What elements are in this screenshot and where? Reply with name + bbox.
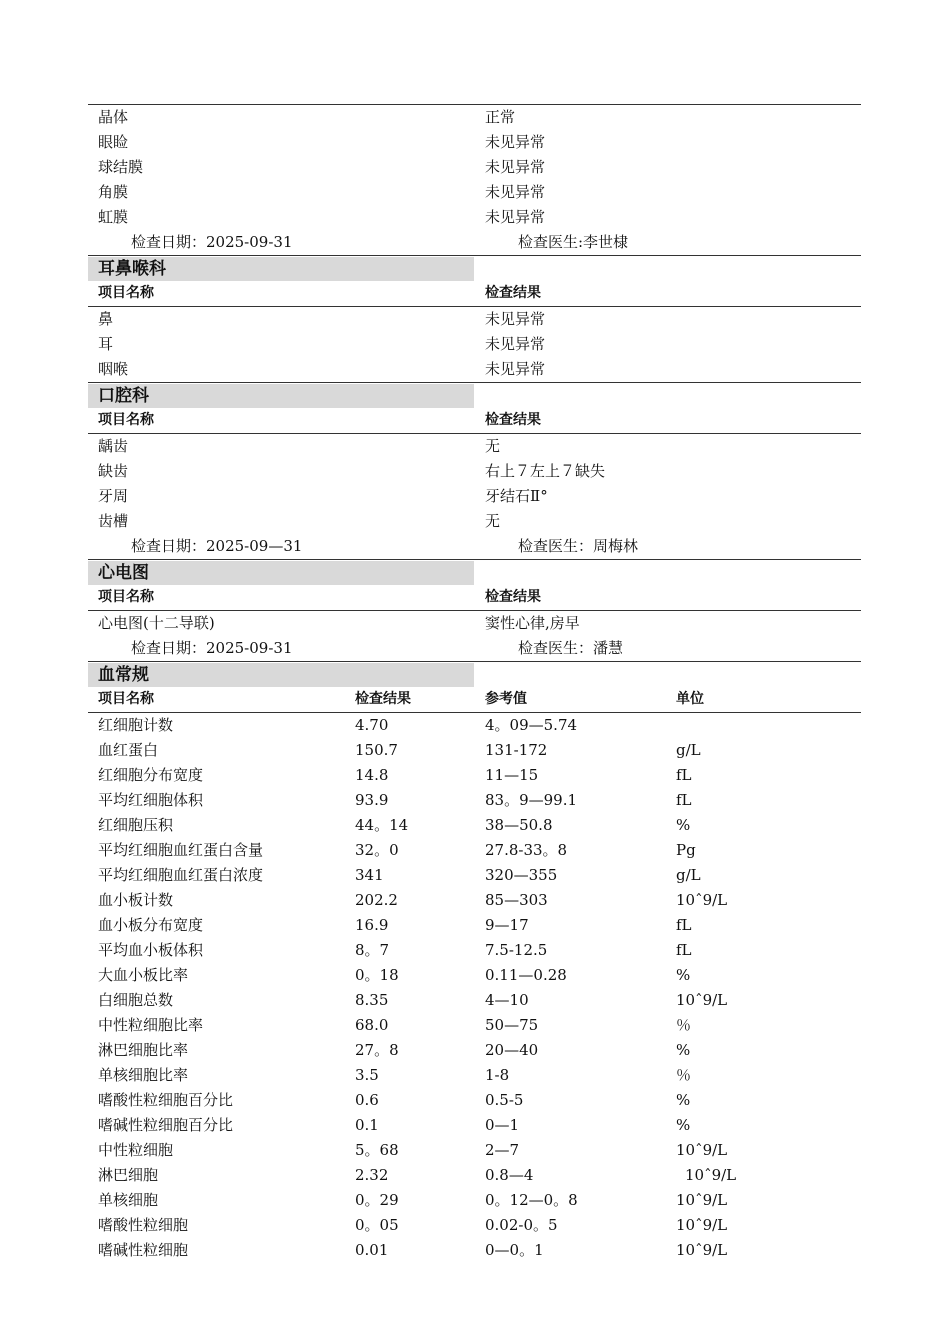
item-name: 齿槽	[98, 512, 129, 530]
sign-off-row	[88, 230, 861, 255]
table-row	[88, 738, 861, 763]
item-name: 淋巴细胞比率	[98, 1041, 189, 1059]
section-header-blood	[88, 662, 861, 687]
item-result: 0.6	[355, 1091, 379, 1109]
item-unit: Pg	[676, 841, 696, 859]
eye-items	[88, 105, 861, 255]
table-row	[88, 1063, 861, 1088]
item-reference: 0—1	[485, 1116, 520, 1134]
item-name: 嗜碱性粒细胞百分比	[98, 1116, 234, 1134]
exam-date: 检查日期：2025-09-31	[131, 233, 293, 251]
item-reference: 0.8—4	[485, 1166, 534, 1184]
item-name: 角膜	[98, 183, 129, 201]
item-reference: 0.02-0。5	[485, 1216, 558, 1234]
item-unit: %	[676, 966, 691, 984]
item-name: 血小板分布宽度	[98, 916, 204, 934]
item-result: 0。18	[355, 966, 399, 984]
item-result: 未见异常	[485, 183, 546, 201]
item-name: 咽喉	[98, 360, 129, 378]
item-reference: 85—303	[485, 891, 548, 909]
item-name: 中性粒细胞比率	[98, 1016, 204, 1034]
table-row	[88, 180, 861, 205]
item-name: 红细胞压积	[98, 816, 174, 834]
item-result: 3.5	[355, 1066, 379, 1084]
table-row	[88, 1188, 861, 1213]
item-name: 眼睑	[98, 133, 129, 151]
table-row	[88, 813, 861, 838]
item-unit: %	[676, 816, 691, 834]
item-result: 未见异常	[485, 310, 546, 328]
item-result: 44。14	[355, 816, 409, 834]
item-reference: 0—0。1	[485, 1241, 544, 1259]
item-name: 平均红细胞体积	[98, 791, 204, 809]
item-reference: 27.8-33。8	[485, 841, 568, 859]
item-result: 202.2	[355, 891, 398, 909]
item-reference: 0.5-5	[485, 1091, 524, 1109]
item-name: 淋巴细胞	[98, 1166, 159, 1184]
item-result: 341	[355, 866, 384, 884]
exam-doctor: 检查医生：潘慧	[518, 639, 624, 657]
item-reference: 4—10	[485, 991, 529, 1009]
table-row	[88, 130, 861, 155]
item-name: 中性粒细胞	[98, 1141, 174, 1159]
item-result: 16.9	[355, 916, 389, 934]
item-result: 正常	[485, 108, 516, 126]
section-header-dental	[88, 383, 861, 408]
item-name: 球结膜	[98, 158, 144, 176]
item-name: 牙周	[98, 487, 129, 505]
sign-off-row	[88, 534, 861, 559]
item-unit: ％	[676, 1066, 692, 1084]
item-unit: 10ˆ9/L	[676, 1216, 728, 1234]
table-row	[88, 1213, 861, 1238]
table-row	[88, 713, 861, 738]
column-header-unit: 单位	[676, 691, 704, 707]
table-row	[88, 1238, 861, 1263]
column-header-result: 检查结果	[485, 412, 541, 428]
item-reference: 9—17	[485, 916, 529, 934]
section-title: 耳鼻喉科	[98, 259, 166, 279]
item-unit: %	[676, 1116, 691, 1134]
item-reference: 7.5-12.5	[485, 941, 548, 959]
exam-doctor: 检查医生:李世棣	[518, 233, 629, 251]
table-row	[88, 1038, 861, 1063]
table-row	[88, 459, 861, 484]
item-result: 68.0	[355, 1016, 389, 1034]
item-unit: fL	[676, 766, 692, 784]
column-header-name: 项目名称	[98, 412, 154, 428]
item-result: 窦性心律,房早	[485, 614, 580, 632]
sign-off-row	[88, 636, 861, 661]
item-result: 14.8	[355, 766, 389, 784]
item-result: 未见异常	[485, 158, 546, 176]
item-name: 耳	[98, 335, 114, 353]
item-result: 0.01	[355, 1241, 389, 1259]
item-result: 0。29	[355, 1191, 399, 1209]
item-result: 27。8	[355, 1041, 399, 1059]
item-reference: 4。09—5.74	[485, 716, 578, 734]
item-unit: 10ˆ9/L	[676, 991, 728, 1009]
table-row	[88, 963, 861, 988]
item-reference: 0。12—0。8	[485, 1191, 578, 1209]
table-row	[88, 434, 861, 459]
item-result: 2.32	[355, 1166, 389, 1184]
table-row	[88, 307, 861, 332]
table-row	[88, 357, 861, 382]
table-row	[88, 888, 861, 913]
item-unit: 10ˆ9/L	[685, 1166, 737, 1184]
item-name: 血小板计数	[98, 891, 174, 909]
item-result: 32。0	[355, 841, 399, 859]
report-page	[88, 104, 861, 1263]
table-header	[88, 408, 861, 433]
exam-doctor: 检查医生：周梅林	[518, 537, 639, 555]
item-reference: 2—7	[485, 1141, 520, 1159]
column-header-name: 项目名称	[98, 589, 154, 605]
item-result: 0。05	[355, 1216, 399, 1234]
item-result: 8。7	[355, 941, 390, 959]
table-row	[88, 611, 861, 636]
item-unit: 10ˆ9/L	[676, 891, 728, 909]
item-result: 未见异常	[485, 360, 546, 378]
item-name: 单核细胞	[98, 1191, 159, 1209]
table-row	[88, 105, 861, 130]
item-reference: 131-172	[485, 741, 548, 759]
item-name: 平均血小板体积	[98, 941, 204, 959]
item-unit: 10ˆ9/L	[676, 1241, 728, 1259]
table-row	[88, 988, 861, 1013]
section-header-ecg	[88, 560, 861, 585]
item-name: 血红蛋白	[98, 741, 159, 759]
item-reference: 38—50.8	[485, 816, 553, 834]
item-unit: fL	[676, 916, 692, 934]
exam-date: 检查日期：2025-09-31	[131, 639, 293, 657]
table-header	[88, 687, 861, 712]
item-result: 5。68	[355, 1141, 399, 1159]
item-name: 大血小板比率	[98, 966, 189, 984]
item-name: 嗜碱性粒细胞	[98, 1241, 189, 1259]
item-result: 4.70	[355, 716, 389, 734]
item-unit: %	[676, 1091, 691, 1109]
column-header-reference: 参考值	[485, 691, 527, 707]
table-row	[88, 1088, 861, 1113]
item-reference: 11—15	[485, 766, 539, 784]
table-row	[88, 913, 861, 938]
item-name: 龋齿	[98, 437, 129, 455]
column-header-name: 项目名称	[98, 691, 154, 707]
item-result: 未见异常	[485, 133, 546, 151]
item-name: 平均红细胞血红蛋白含量	[98, 841, 264, 859]
table-row	[88, 332, 861, 357]
column-header-result: 检查结果	[355, 691, 411, 707]
table-row	[88, 1138, 861, 1163]
column-header-result: 检查结果	[485, 285, 541, 301]
item-result: 牙结石Ⅱ°	[485, 487, 548, 505]
column-header-name: 项目名称	[98, 285, 154, 301]
section-title: 心电图	[98, 563, 149, 583]
item-unit: g/L	[676, 866, 701, 884]
item-name: 鼻	[98, 310, 114, 328]
item-unit: g/L	[676, 741, 701, 759]
table-row	[88, 838, 861, 863]
table-row	[88, 509, 861, 534]
item-name: 虹膜	[98, 208, 129, 226]
section-title: 口腔科	[98, 386, 149, 406]
table-row	[88, 1113, 861, 1138]
item-result: 93.9	[355, 791, 389, 809]
table-row	[88, 484, 861, 509]
item-result: 0.1	[355, 1116, 379, 1134]
table-row	[88, 763, 861, 788]
item-unit: 10ˆ9/L	[676, 1141, 728, 1159]
table-row	[88, 863, 861, 888]
table-row	[88, 938, 861, 963]
table-header	[88, 585, 861, 610]
section-header-ent	[88, 256, 861, 281]
table-row	[88, 1013, 861, 1038]
table-row	[88, 205, 861, 230]
item-name: 嗜酸性粒细胞百分比	[98, 1091, 234, 1109]
item-result: 未见异常	[485, 335, 546, 353]
item-result: 150.7	[355, 741, 398, 759]
column-header-result: 检查结果	[485, 589, 541, 605]
item-name: 嗜酸性粒细胞	[98, 1216, 189, 1234]
item-result: 8.35	[355, 991, 389, 1009]
item-name: 红细胞分布宽度	[98, 766, 204, 784]
item-name: 单核细胞比率	[98, 1066, 189, 1084]
exam-date: 检查日期：2025-09—31	[131, 537, 303, 555]
item-name: 平均红细胞血红蛋白浓度	[98, 866, 264, 884]
item-result: 无	[485, 512, 501, 530]
table-header	[88, 281, 861, 306]
table-row	[88, 1163, 861, 1188]
item-name: 心电图(十二导联)	[98, 614, 215, 632]
item-name: 缺齿	[98, 462, 129, 480]
table-row	[88, 155, 861, 180]
item-unit: 10ˆ9/L	[676, 1191, 728, 1209]
item-reference: 1-8	[485, 1066, 510, 1084]
item-result: 未见异常	[485, 208, 546, 226]
item-result: 右上７左上７缺失	[485, 462, 606, 480]
item-name: 白细胞总数	[98, 991, 174, 1009]
item-reference: 20—40	[485, 1041, 539, 1059]
section-title: 血常规	[98, 665, 149, 685]
table-row	[88, 788, 861, 813]
item-result: 无	[485, 437, 501, 455]
item-name: 红细胞计数	[98, 716, 174, 734]
blood-table-body	[88, 713, 861, 1263]
item-reference: 50—75	[485, 1016, 539, 1034]
item-reference: 0.11—0.28	[485, 966, 567, 984]
item-unit: %	[676, 1041, 691, 1059]
item-unit: ％	[676, 1016, 692, 1034]
item-reference: 83。9—99.1	[485, 791, 578, 809]
item-unit: fL	[676, 941, 692, 959]
item-unit: fL	[676, 791, 692, 809]
item-name: 晶体	[98, 108, 129, 126]
item-reference: 320—355	[485, 866, 558, 884]
